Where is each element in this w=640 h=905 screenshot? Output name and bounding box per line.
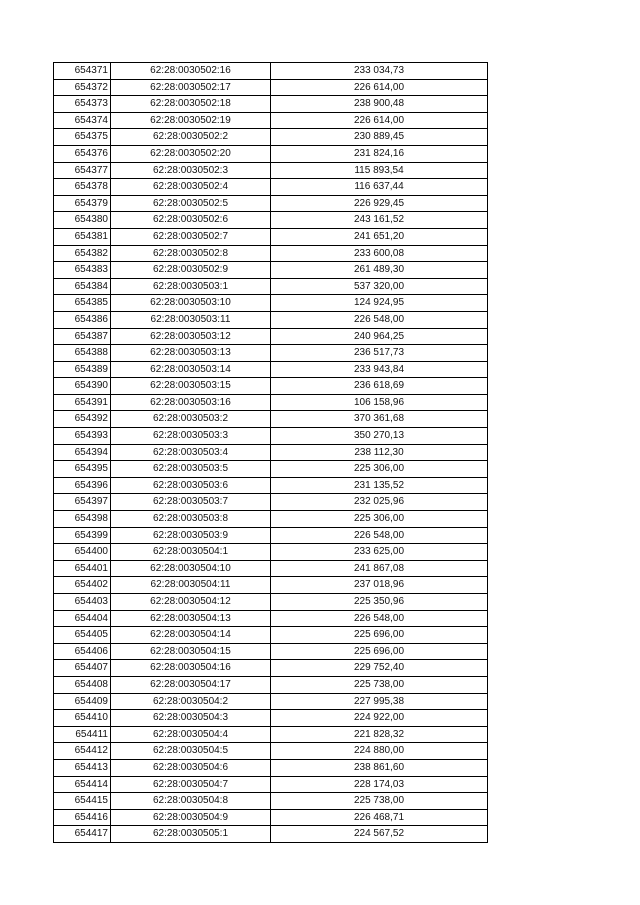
- value-cell: 232 025,96: [271, 494, 488, 511]
- table-row: [54, 477, 488, 494]
- cadastral-number-cell: 62:28:0030503:12: [111, 328, 271, 345]
- value-cell: 240 964,25: [271, 328, 488, 345]
- table-row: [54, 345, 488, 362]
- cadastral-number-cell: 62:28:0030503:8: [111, 511, 271, 528]
- value-cell: 226 614,00: [271, 112, 488, 129]
- row-number-cell: 654371: [54, 63, 111, 80]
- cadastral-number-cell: 62:28:0030504:1: [111, 544, 271, 561]
- row-number-cell: 654375: [54, 129, 111, 146]
- value-cell: 231 824,16: [271, 145, 488, 162]
- table-row: [54, 278, 488, 295]
- table-row: [54, 759, 488, 776]
- cadastral-number-cell: 62:28:0030504:7: [111, 776, 271, 793]
- row-number-cell: 654377: [54, 162, 111, 179]
- row-number-cell: 654413: [54, 759, 111, 776]
- table-row: [54, 245, 488, 262]
- row-number-cell: 654385: [54, 295, 111, 312]
- value-cell: 233 034,73: [271, 63, 488, 80]
- value-cell: 537 320,00: [271, 278, 488, 295]
- value-cell: 225 306,00: [271, 461, 488, 478]
- row-number-cell: 654401: [54, 560, 111, 577]
- cadastral-number-cell: 62:28:0030502:19: [111, 112, 271, 129]
- cadastral-number-cell: 62:28:0030502:20: [111, 145, 271, 162]
- row-number-cell: 654387: [54, 328, 111, 345]
- table-row: [54, 444, 488, 461]
- row-number-cell: 654408: [54, 676, 111, 693]
- table-row: [54, 461, 488, 478]
- row-number-cell: 654396: [54, 477, 111, 494]
- table-row: [54, 577, 488, 594]
- row-number-cell: 654394: [54, 444, 111, 461]
- row-number-cell: 654415: [54, 793, 111, 810]
- value-cell: 225 738,00: [271, 676, 488, 693]
- row-number-cell: 654416: [54, 809, 111, 826]
- row-number-cell: 654414: [54, 776, 111, 793]
- cadastral-number-cell: 62:28:0030504:11: [111, 577, 271, 594]
- cadastral-number-cell: 62:28:0030504:3: [111, 710, 271, 727]
- row-number-cell: 654379: [54, 195, 111, 212]
- value-cell: 228 174,03: [271, 776, 488, 793]
- table-row: [54, 63, 488, 80]
- table-row: [54, 311, 488, 328]
- row-number-cell: 654400: [54, 544, 111, 561]
- value-cell: 226 548,00: [271, 311, 488, 328]
- row-number-cell: 654383: [54, 262, 111, 279]
- cadastral-number-cell: 62:28:0030503:10: [111, 295, 271, 312]
- cadastral-number-cell: 62:28:0030503:5: [111, 461, 271, 478]
- value-cell: 231 135,52: [271, 477, 488, 494]
- cadastral-number-cell: 62:28:0030503:4: [111, 444, 271, 461]
- cadastral-number-cell: 62:28:0030502:17: [111, 79, 271, 96]
- cadastral-number-cell: 62:28:0030502:8: [111, 245, 271, 262]
- value-cell: 238 112,30: [271, 444, 488, 461]
- cadastral-number-cell: 62:28:0030504:10: [111, 560, 271, 577]
- cadastral-number-cell: 62:28:0030502:7: [111, 228, 271, 245]
- value-cell: 370 361,68: [271, 411, 488, 428]
- value-cell: 233 943,84: [271, 361, 488, 378]
- table-row: [54, 378, 488, 395]
- row-number-cell: 654378: [54, 179, 111, 196]
- value-cell: 226 548,00: [271, 527, 488, 544]
- row-number-cell: 654402: [54, 577, 111, 594]
- cadastral-number-cell: 62:28:0030503:16: [111, 394, 271, 411]
- row-number-cell: 654391: [54, 394, 111, 411]
- row-number-cell: 654393: [54, 428, 111, 445]
- value-cell: 115 893,54: [271, 162, 488, 179]
- table-row: [54, 494, 488, 511]
- cadastral-number-cell: 62:28:0030504:14: [111, 627, 271, 644]
- table-row: [54, 361, 488, 378]
- value-cell: 230 889,45: [271, 129, 488, 146]
- cadastral-number-cell: 62:28:0030502:9: [111, 262, 271, 279]
- table-row: [54, 179, 488, 196]
- value-cell: 124 924,95: [271, 295, 488, 312]
- cadastral-number-cell: 62:28:0030503:11: [111, 311, 271, 328]
- cadastral-number-cell: 62:28:0030503:3: [111, 428, 271, 445]
- row-number-cell: 654406: [54, 643, 111, 660]
- row-number-cell: 654389: [54, 361, 111, 378]
- cadastral-number-cell: 62:28:0030502:3: [111, 162, 271, 179]
- cadastral-number-cell: 62:28:0030504:5: [111, 743, 271, 760]
- cadastral-number-cell: 62:28:0030502:6: [111, 212, 271, 229]
- value-cell: 225 738,00: [271, 793, 488, 810]
- row-number-cell: 654382: [54, 245, 111, 262]
- value-cell: 224 922,00: [271, 710, 488, 727]
- value-cell: 237 018,96: [271, 577, 488, 594]
- table-row: [54, 145, 488, 162]
- row-number-cell: 654399: [54, 527, 111, 544]
- row-number-cell: 654380: [54, 212, 111, 229]
- table-row: [54, 826, 488, 843]
- table-row: [54, 394, 488, 411]
- value-cell: 226 929,45: [271, 195, 488, 212]
- table-row: [54, 776, 488, 793]
- row-number-cell: 654374: [54, 112, 111, 129]
- row-number-cell: 654392: [54, 411, 111, 428]
- value-cell: 229 752,40: [271, 660, 488, 677]
- cadastral-number-cell: 62:28:0030504:6: [111, 759, 271, 776]
- value-cell: 261 489,30: [271, 262, 488, 279]
- row-number-cell: 654410: [54, 710, 111, 727]
- cadastral-number-cell: 62:28:0030504:2: [111, 693, 271, 710]
- row-number-cell: 654417: [54, 826, 111, 843]
- value-cell: 233 600,08: [271, 245, 488, 262]
- value-cell: 224 880,00: [271, 743, 488, 760]
- table-row: [54, 212, 488, 229]
- value-cell: 350 270,13: [271, 428, 488, 445]
- cadastral-number-cell: 62:28:0030502:16: [111, 63, 271, 80]
- value-cell: 224 567,52: [271, 826, 488, 843]
- value-cell: 238 861,60: [271, 759, 488, 776]
- table-row: [54, 710, 488, 727]
- cadastral-number-cell: 62:28:0030503:7: [111, 494, 271, 511]
- table-row: [54, 511, 488, 528]
- row-number-cell: 654388: [54, 345, 111, 362]
- table-row: [54, 228, 488, 245]
- row-number-cell: 654384: [54, 278, 111, 295]
- table-row: [54, 411, 488, 428]
- value-cell: 233 625,00: [271, 544, 488, 561]
- cadastral-number-cell: 62:28:0030504:17: [111, 676, 271, 693]
- value-cell: 116 637,44: [271, 179, 488, 196]
- table-row: [54, 428, 488, 445]
- table-row: [54, 112, 488, 129]
- value-cell: 241 867,08: [271, 560, 488, 577]
- table-row: [54, 676, 488, 693]
- row-number-cell: 654397: [54, 494, 111, 511]
- value-cell: 227 995,38: [271, 693, 488, 710]
- cadastral-number-cell: 62:28:0030504:8: [111, 793, 271, 810]
- row-number-cell: 654409: [54, 693, 111, 710]
- row-number-cell: 654376: [54, 145, 111, 162]
- value-cell: 226 548,00: [271, 610, 488, 627]
- value-cell: 225 306,00: [271, 511, 488, 528]
- cadastral-number-cell: 62:28:0030503:15: [111, 378, 271, 395]
- row-number-cell: 654412: [54, 743, 111, 760]
- row-number-cell: 654372: [54, 79, 111, 96]
- value-cell: 226 614,00: [271, 79, 488, 96]
- table-row: [54, 79, 488, 96]
- value-cell: 238 900,48: [271, 96, 488, 113]
- cadastral-number-cell: 62:28:0030503:6: [111, 477, 271, 494]
- value-cell: 236 517,73: [271, 345, 488, 362]
- row-number-cell: 654407: [54, 660, 111, 677]
- document-page: [53, 62, 488, 843]
- table-row: [54, 693, 488, 710]
- cadastral-number-cell: 62:28:0030503:14: [111, 361, 271, 378]
- value-cell: 243 161,52: [271, 212, 488, 229]
- row-number-cell: 654405: [54, 627, 111, 644]
- table-row: [54, 560, 488, 577]
- row-number-cell: 654381: [54, 228, 111, 245]
- cadastral-number-cell: 62:28:0030504:12: [111, 594, 271, 611]
- cadastral-number-cell: 62:28:0030504:16: [111, 660, 271, 677]
- cadastral-number-cell: 62:28:0030504:4: [111, 726, 271, 743]
- table-row: [54, 809, 488, 826]
- table-body: [54, 63, 488, 843]
- table-row: [54, 295, 488, 312]
- cadastral-number-cell: 62:28:0030503:13: [111, 345, 271, 362]
- table-row: [54, 660, 488, 677]
- table-row: [54, 162, 488, 179]
- value-cell: 225 696,00: [271, 643, 488, 660]
- table-row: [54, 594, 488, 611]
- cadastral-number-cell: 62:28:0030505:1: [111, 826, 271, 843]
- value-cell: 241 651,20: [271, 228, 488, 245]
- table-row: [54, 610, 488, 627]
- row-number-cell: 654373: [54, 96, 111, 113]
- table-row: [54, 195, 488, 212]
- cadastral-number-cell: 62:28:0030503:1: [111, 278, 271, 295]
- cadastral-number-cell: 62:28:0030502:18: [111, 96, 271, 113]
- value-cell: 106 158,96: [271, 394, 488, 411]
- data-table: [53, 62, 488, 843]
- row-number-cell: 654398: [54, 511, 111, 528]
- value-cell: 221 828,32: [271, 726, 488, 743]
- table-row: [54, 328, 488, 345]
- row-number-cell: 654395: [54, 461, 111, 478]
- table-row: [54, 643, 488, 660]
- table-row: [54, 96, 488, 113]
- cadastral-number-cell: 62:28:0030502:2: [111, 129, 271, 146]
- table-row: [54, 793, 488, 810]
- table-row: [54, 743, 488, 760]
- table-row: [54, 527, 488, 544]
- value-cell: 226 468,71: [271, 809, 488, 826]
- value-cell: 225 696,00: [271, 627, 488, 644]
- row-number-cell: 654386: [54, 311, 111, 328]
- table-row: [54, 262, 488, 279]
- table-row: [54, 726, 488, 743]
- cadastral-number-cell: 62:28:0030503:9: [111, 527, 271, 544]
- cadastral-number-cell: 62:28:0030504:9: [111, 809, 271, 826]
- cadastral-number-cell: 62:28:0030502:5: [111, 195, 271, 212]
- row-number-cell: 654404: [54, 610, 111, 627]
- table-row: [54, 129, 488, 146]
- table-row: [54, 544, 488, 561]
- value-cell: 225 350,96: [271, 594, 488, 611]
- table-row: [54, 627, 488, 644]
- row-number-cell: 654403: [54, 594, 111, 611]
- row-number-cell: 654411: [54, 726, 111, 743]
- cadastral-number-cell: 62:28:0030504:15: [111, 643, 271, 660]
- cadastral-number-cell: 62:28:0030503:2: [111, 411, 271, 428]
- cadastral-number-cell: 62:28:0030502:4: [111, 179, 271, 196]
- cadastral-number-cell: 62:28:0030504:13: [111, 610, 271, 627]
- row-number-cell: 654390: [54, 378, 111, 395]
- value-cell: 236 618,69: [271, 378, 488, 395]
